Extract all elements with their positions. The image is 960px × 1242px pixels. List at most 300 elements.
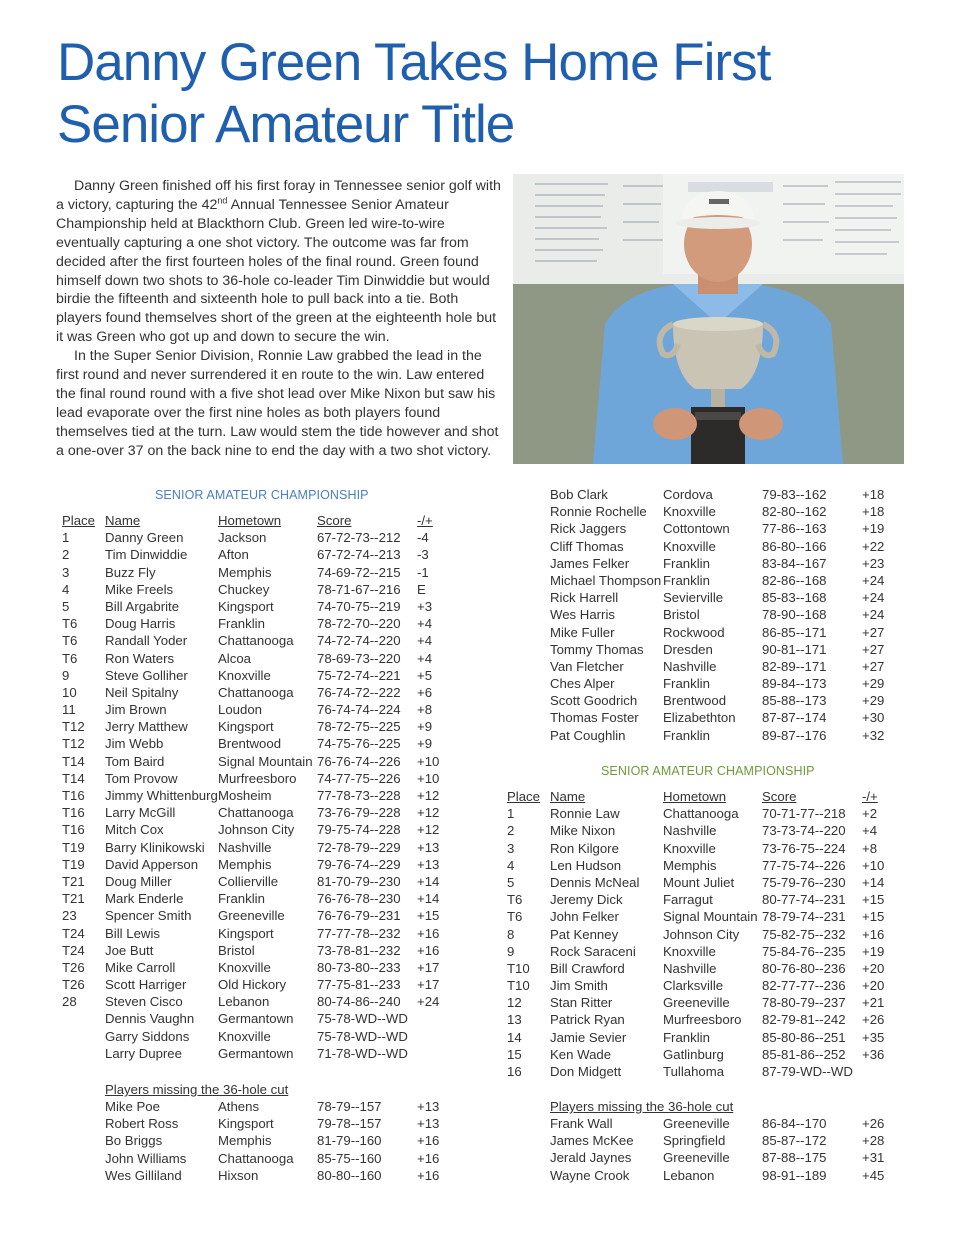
table-row (62, 753, 442, 770)
table-row (507, 641, 907, 658)
cell-hometown: Chattanooga (218, 1150, 294, 1166)
cell-player-name: Larry Dupree (105, 1045, 182, 1061)
cell-to-par: -4 (417, 530, 429, 546)
cell-hometown: Knoxville (663, 538, 716, 554)
table-row (62, 839, 442, 856)
cell-to-par: +20 (862, 960, 885, 976)
cell-hometown: Brentwood (663, 693, 727, 709)
cell-to-par: +19 (862, 521, 885, 537)
cell-score: 75-82-75--232 (762, 926, 846, 942)
senior-cut-title: Players missing the 36-hole cut (105, 1082, 289, 1097)
table-row (507, 692, 907, 709)
cell-to-par: +10 (417, 753, 440, 769)
cell-hometown: Lebanon (663, 1167, 715, 1183)
cell-player-name: Steve Golliher (105, 667, 188, 683)
article-body (56, 177, 502, 461)
cell-score: 76-76-79--231 (317, 908, 401, 924)
cell-hometown: Franklin (218, 891, 265, 907)
table-row (507, 994, 907, 1011)
table-row (507, 1046, 907, 1063)
cell-player-name: Tom Provow (105, 770, 178, 786)
cell-player-name: Van Fletcher (550, 658, 624, 674)
table-row (507, 840, 907, 857)
cell-score: 76-74-74--224 (317, 702, 401, 718)
cell-player-name: Ronnie Law (550, 806, 620, 822)
table-row (62, 1098, 442, 1115)
cell-hometown: Alcoa (218, 650, 251, 666)
golfer-with-trophy-image (513, 174, 904, 464)
cell-hometown: Franklin (663, 727, 710, 743)
cell-hometown: Collierville (218, 873, 279, 889)
cell-hometown: Kingsport (218, 719, 274, 735)
cell-hometown: Memphis (218, 564, 272, 580)
cell-player-name: Michael Thompson (550, 572, 662, 588)
cell-to-par: +17 (417, 977, 440, 993)
cell-score: 76-76-74--226 (317, 753, 401, 769)
table-row (62, 615, 442, 632)
cell-score: 85-87--172 (762, 1133, 827, 1149)
cell-to-par: +6 (417, 684, 433, 700)
cell-score: 78-80-79--237 (762, 995, 846, 1011)
table-row (62, 907, 442, 924)
cell-place: 3 (62, 564, 70, 580)
cell-hometown: Kingsport (218, 1116, 274, 1132)
cell-player-name: Buzz Fly (105, 564, 156, 580)
cell-score: 79-76-74--229 (317, 856, 401, 872)
cell-place: T6 (62, 616, 78, 632)
header-to-par: -/+ (862, 789, 878, 804)
cell-player-name: Garry Siddons (105, 1028, 190, 1044)
cell-hometown: Brentwood (218, 736, 282, 752)
cell-place: 4 (507, 857, 515, 873)
table-row (62, 598, 442, 615)
cell-hometown: Elizabethton (663, 710, 736, 726)
cell-score: 89-87--176 (762, 727, 827, 743)
article-title (57, 32, 937, 156)
table-row (507, 908, 907, 925)
cell-to-par: +35 (862, 1029, 885, 1045)
cell-hometown: Memphis (663, 857, 717, 873)
cell-player-name: Tommy Thomas (550, 641, 644, 657)
table-row (62, 770, 442, 787)
cell-player-name: Rick Jaggers (550, 521, 627, 537)
cell-hometown: Franklin (663, 676, 710, 692)
header-score: Score (317, 513, 352, 528)
cell-hometown: Knoxville (218, 667, 271, 683)
table-row (62, 581, 442, 598)
cell-player-name: Rock Saraceni (550, 943, 636, 959)
cell-place: T24 (62, 942, 85, 958)
cell-to-par: -1 (417, 564, 429, 580)
cell-hometown: Mount Juliet (663, 874, 735, 890)
table-row (62, 1150, 442, 1167)
cell-to-par: +9 (417, 736, 433, 752)
table-row (62, 942, 442, 959)
cell-player-name: Mark Enderle (105, 891, 184, 907)
table-row (62, 684, 442, 701)
cell-to-par: +18 (862, 504, 885, 520)
table-row (507, 1132, 907, 1149)
cell-hometown: Lebanon (218, 994, 270, 1010)
table-row (507, 1167, 907, 1184)
cell-to-par: +14 (862, 874, 885, 890)
cell-player-name: Frank Wall (550, 1116, 613, 1131)
cell-player-name: Mike Poe (105, 1099, 160, 1114)
cell-hometown: Chuckey (218, 581, 270, 597)
cell-place: T12 (62, 736, 85, 752)
cell-place: 14 (507, 1029, 522, 1045)
cell-to-par: +4 (417, 616, 433, 632)
cell-to-par: +16 (417, 1167, 440, 1183)
table-row (507, 943, 907, 960)
cell-to-par: +8 (417, 702, 433, 718)
table-row (62, 993, 442, 1010)
cell-player-name: David Apperson (105, 856, 199, 872)
cell-hometown: Johnson City (663, 926, 740, 942)
cell-hometown: Farragut (663, 892, 713, 908)
cell-player-name: Dennis McNeal (550, 874, 640, 890)
table-row (62, 1132, 442, 1149)
cell-player-name: Thomas Foster (550, 710, 639, 726)
cell-to-par: +4 (417, 633, 433, 649)
cell-to-par: +30 (862, 710, 885, 726)
table-row (62, 804, 442, 821)
cell-to-par: +14 (417, 873, 440, 889)
cell-to-par: +22 (862, 538, 885, 554)
header-score: Score (762, 789, 797, 804)
cell-place: T26 (62, 959, 85, 975)
table-row (507, 1149, 907, 1166)
super-cut-title: Players missing the 36-hole cut (550, 1099, 734, 1114)
table-row (507, 891, 907, 908)
cell-place: T12 (62, 719, 85, 735)
cell-hometown: Franklin (663, 555, 710, 571)
table-row (507, 977, 907, 994)
cell-place: T19 (62, 856, 85, 872)
table-row (62, 976, 442, 993)
cell-score: 70-71-77--218 (762, 806, 846, 822)
table-row (507, 1115, 907, 1132)
table-row (507, 1063, 907, 1080)
cell-to-par: +2 (862, 806, 878, 822)
cell-hometown: Memphis (218, 1133, 272, 1149)
cell-hometown: Bristol (218, 942, 255, 958)
table-row (62, 1010, 442, 1027)
cell-to-par: E (417, 581, 426, 597)
cell-place: 12 (507, 995, 522, 1011)
table-row (507, 538, 907, 555)
cell-score: 75-78-WD--WD (317, 1011, 408, 1027)
cell-to-par: +13 (417, 839, 440, 855)
super-results-table (507, 788, 907, 1080)
cell-to-par: -3 (417, 547, 429, 563)
cell-hometown: Signal Mountain (663, 909, 758, 925)
table-row (507, 572, 907, 589)
cell-score: 77-78-73--228 (317, 788, 401, 803)
table-row (507, 658, 907, 675)
cell-place: T21 (62, 891, 85, 907)
cell-to-par: +9 (417, 719, 433, 735)
table-row (507, 926, 907, 943)
cell-place: 3 (507, 840, 515, 856)
cell-player-name: Cliff Thomas (550, 538, 624, 554)
table-row (507, 960, 907, 977)
cell-hometown: Kingsport (218, 925, 274, 941)
header-place: Place (62, 513, 95, 528)
cell-hometown: Knoxville (663, 504, 716, 520)
cell-score: 71-78-WD--WD (317, 1045, 408, 1061)
cell-player-name: Bill Crawford (550, 960, 625, 976)
table-row (507, 857, 907, 874)
cell-score: 74-72-74--220 (317, 633, 401, 649)
cell-score: 78-72-70--220 (317, 616, 401, 632)
cell-hometown: Old Hickory (218, 977, 287, 993)
table-row (507, 675, 907, 692)
cell-player-name: John Felker (550, 909, 619, 925)
cell-to-par: +15 (417, 908, 440, 924)
cell-hometown: Loudon (218, 702, 263, 718)
cell-score: 78-69-73--220 (317, 650, 401, 666)
header-player-name: Name (550, 789, 586, 804)
header-place: Place (507, 789, 540, 804)
cell-player-name: Bill Argabrite (105, 598, 180, 614)
cell-hometown: Gatlinburg (663, 1046, 724, 1062)
senior-results-table (62, 512, 442, 1062)
cell-hometown: Tullahoma (663, 1064, 725, 1079)
cell-to-par: +32 (862, 727, 885, 743)
cell-score: 82-79-81--242 (762, 1012, 846, 1028)
cell-to-par: +13 (417, 1099, 440, 1114)
cell-score: 76-76-78--230 (317, 891, 401, 907)
cell-to-par: +16 (862, 926, 885, 942)
cell-to-par: +10 (417, 770, 440, 786)
cell-to-par: +3 (417, 598, 433, 614)
cell-hometown: Sevierville (663, 590, 724, 606)
cell-hometown: Memphis (218, 856, 272, 872)
cell-score: 87-79-WD--WD (762, 1064, 853, 1079)
cell-to-par: +31 (862, 1150, 885, 1166)
cell-place: T16 (62, 805, 85, 821)
cell-place: T6 (507, 892, 523, 908)
cell-player-name: Steven Cisco (105, 994, 183, 1010)
cell-hometown: Germantown (218, 1011, 294, 1027)
cell-score: 85-83--168 (762, 590, 827, 606)
table-row (507, 606, 907, 623)
cell-to-par: +26 (862, 1116, 885, 1131)
cell-player-name: Larry McGill (105, 805, 176, 821)
cell-player-name: Wes Gilliland (105, 1167, 182, 1183)
cell-hometown: Mosheim (218, 788, 272, 803)
cell-player-name: Patrick Ryan (550, 1012, 625, 1028)
cell-to-par: +14 (417, 891, 440, 907)
senior-cut-table-part1 (62, 1098, 442, 1184)
cell-player-name: Neil Spitalny (105, 684, 179, 700)
cell-player-name: Jeremy Dick (550, 892, 623, 908)
cell-player-name: Dennis Vaughn (105, 1011, 195, 1027)
cell-player-name: Mike Fuller (550, 624, 615, 640)
cell-hometown: Chattanooga (218, 633, 294, 649)
cell-score: 76-74-72--222 (317, 684, 401, 700)
table-row (507, 1029, 907, 1046)
table-row (507, 822, 907, 839)
cell-player-name: Don Midgett (550, 1064, 622, 1079)
cell-score: 73-78-81--232 (317, 942, 401, 958)
cell-score: 80-76-80--236 (762, 960, 846, 976)
trophy-photo (513, 174, 904, 464)
cell-player-name: Ches Alper (550, 676, 615, 692)
cell-to-par: +29 (862, 676, 885, 692)
cell-to-par: +27 (862, 641, 885, 657)
cell-player-name: Doug Harris (105, 616, 176, 632)
cell-to-par: +24 (862, 572, 885, 588)
cell-score: 74-77-75--226 (317, 770, 401, 786)
cell-place: 15 (507, 1046, 522, 1062)
cell-score: 73-73-74--220 (762, 823, 846, 839)
table-header-row (507, 788, 907, 805)
cell-place: 9 (507, 943, 515, 959)
cell-score: 75-84-76--235 (762, 943, 846, 959)
cell-player-name: Robert Ross (105, 1116, 179, 1132)
senior-cut-table-part2 (507, 486, 907, 744)
cell-hometown: Germantown (218, 1045, 294, 1061)
cell-score: 77-75-74--226 (762, 857, 846, 873)
cell-score: 80-73-80--233 (317, 959, 401, 975)
cell-player-name: Ronnie Rochelle (550, 504, 647, 520)
cell-hometown: Bristol (663, 607, 700, 623)
cell-player-name: Rick Harrell (550, 590, 619, 606)
cell-player-name: Jimmy Whittenburg (105, 788, 218, 803)
cell-score: 98-91--189 (762, 1167, 827, 1183)
cell-to-par: +45 (862, 1167, 885, 1183)
cell-score: 85-80-86--251 (762, 1029, 846, 1045)
cell-player-name: Barry Klinikowski (105, 839, 205, 855)
cell-score: 77-77-78--232 (317, 925, 401, 941)
cell-player-name: Doug Miller (105, 873, 172, 889)
cell-place: T19 (62, 839, 85, 855)
cell-to-par: +13 (417, 1116, 440, 1132)
cell-place: 2 (507, 823, 515, 839)
cell-score: 73-76-75--224 (762, 840, 846, 856)
cell-to-par: +16 (417, 925, 440, 941)
cell-player-name: James McKee (550, 1133, 634, 1149)
cell-hometown: Murfreesboro (663, 1012, 742, 1028)
paragraph-2: In the Super Senior Division, Ronnie Law grabbed the lead in the first round and never surrendered it en route to the win. Law entered the final round round with a five shot lead over Mike Nixon but saw his lead evaporate over the first nine holes as both players found themselves tied at the turn. Law would stem the tide however and shot a one-over 37 on the back nine to end the day with a two shot victory. (56, 348, 499, 459)
cell-score: 85-81-86--252 (762, 1046, 846, 1062)
cell-place: T21 (62, 873, 85, 889)
table-row (62, 821, 442, 838)
cell-player-name: Spencer Smith (105, 908, 192, 924)
header-player-name: Name (105, 513, 141, 528)
table-row (62, 546, 442, 563)
cell-score: 82-77-77--236 (762, 978, 846, 994)
cell-hometown: Greeneville (663, 995, 730, 1011)
cell-place: T14 (62, 770, 85, 786)
cell-hometown: Signal Mountain (218, 753, 313, 769)
cell-score: 87-88--175 (762, 1150, 827, 1166)
cell-score: 81-70-79--230 (317, 873, 401, 889)
cell-to-par: +27 (862, 658, 885, 674)
cell-to-par: +12 (417, 822, 440, 838)
table-row (62, 718, 442, 735)
cell-place: T10 (507, 960, 530, 976)
cell-score: 82-80--162 (762, 504, 827, 520)
cell-place: T14 (62, 753, 85, 769)
cell-player-name: Joe Butt (105, 942, 154, 958)
table-row (62, 735, 442, 752)
cell-score: 83-84--167 (762, 555, 827, 571)
cell-place: T16 (62, 788, 85, 803)
cell-score: 89-84--173 (762, 676, 827, 692)
cell-hometown: Cordova (663, 487, 713, 502)
cell-score: 79-83--162 (762, 487, 827, 502)
cell-player-name: Bob Clark (550, 487, 608, 502)
cell-player-name: Scott Goodrich (550, 693, 638, 709)
cell-place: T24 (62, 925, 85, 941)
cell-hometown: Dresden (663, 641, 713, 657)
cell-to-par: +16 (417, 1133, 440, 1149)
table-row (507, 874, 907, 891)
title-line-2: Senior Amateur Title (57, 95, 515, 154)
cell-score: 82-89--171 (762, 658, 827, 674)
cell-score: 80-80--160 (317, 1167, 382, 1183)
table-row (62, 632, 442, 649)
cell-place: 13 (507, 1012, 522, 1028)
cell-hometown: Cottontown (663, 521, 730, 537)
cell-player-name: Mike Nixon (550, 823, 616, 839)
cell-hometown: Chattanooga (663, 806, 739, 822)
cell-place: T6 (62, 633, 78, 649)
table-row (507, 520, 907, 537)
cell-player-name: Mitch Cox (105, 822, 164, 838)
cell-to-par: +4 (417, 650, 433, 666)
cell-score: 73-76-79--228 (317, 805, 401, 821)
cell-to-par: +15 (862, 909, 885, 925)
cell-score: 78-72-75--225 (317, 719, 401, 735)
cell-place: T10 (507, 978, 530, 994)
cell-score: 67-72-74--213 (317, 547, 401, 563)
table-row (507, 589, 907, 606)
cell-hometown: Nashville (663, 823, 717, 839)
cell-place: 8 (507, 926, 515, 942)
cell-score: 75-72-74--221 (317, 667, 401, 683)
cell-place: 2 (62, 547, 70, 563)
cell-to-par: +24 (862, 607, 885, 623)
table-row (62, 529, 442, 546)
table-row (507, 727, 907, 744)
cell-to-par: +24 (862, 590, 885, 606)
table-header-row (62, 512, 442, 529)
cell-to-par: +4 (862, 823, 878, 839)
cell-to-par: +15 (862, 892, 885, 908)
cell-to-par: +26 (862, 1012, 885, 1028)
table-row (507, 805, 907, 822)
cell-to-par: +16 (417, 942, 440, 958)
cell-hometown: Kingsport (218, 598, 274, 614)
cell-score: 78-79-74--231 (762, 909, 846, 925)
cell-player-name: Len Hudson (550, 857, 622, 873)
cell-hometown: Greeneville (218, 908, 285, 924)
header-hometown: Hometown (663, 789, 727, 804)
header-hometown: Hometown (218, 513, 282, 528)
cell-to-par: +12 (417, 805, 440, 821)
cell-score: 74-69-72--215 (317, 564, 401, 580)
cell-score: 77-86--163 (762, 521, 827, 537)
cell-player-name: Stan Ritter (550, 995, 613, 1011)
cell-player-name: Jerry Matthew (105, 719, 188, 735)
cell-player-name: Bill Lewis (105, 925, 160, 941)
cell-to-par: +20 (862, 978, 885, 994)
cell-hometown: Knoxville (218, 1028, 271, 1044)
